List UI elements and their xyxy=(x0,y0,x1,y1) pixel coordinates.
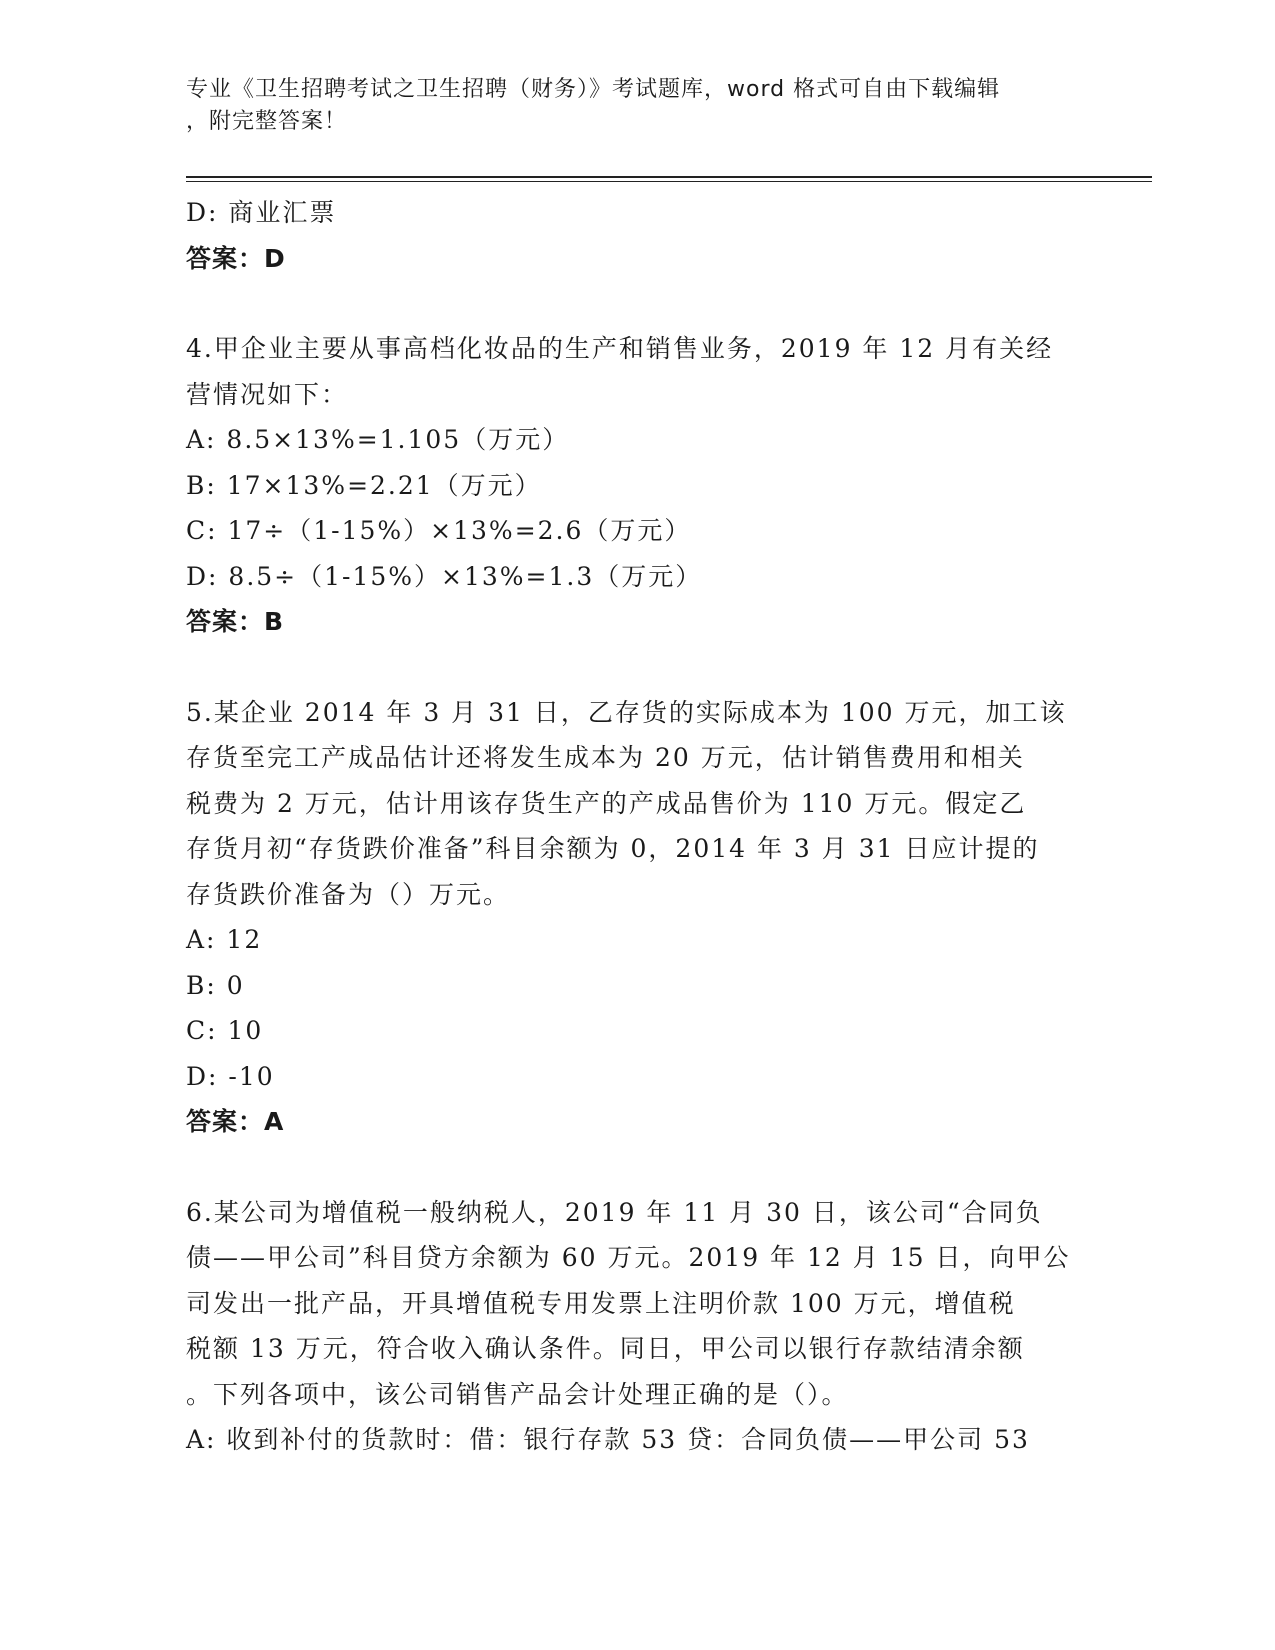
answer-line: 答案：B xyxy=(186,607,285,636)
question-stem: 营情况如下： xyxy=(186,379,349,409)
document-body xyxy=(186,190,1086,1463)
question-3-tail xyxy=(186,190,1086,281)
option-d: D: 商业汇票 xyxy=(186,198,337,227)
question-stem: 。下列各项中，该公司销售产品会计处理正确的是（）。 xyxy=(186,1379,849,1409)
answer-line: 答案：A xyxy=(186,1107,285,1136)
question-stem: 存货至完工产成品估计还将发生成本为 20 万元，估计销售费用和相关 xyxy=(186,743,1025,772)
question-5 xyxy=(186,690,1086,1145)
question-4 xyxy=(186,326,1086,645)
option-a: A: 8.5×13%=1.105（万元） xyxy=(186,425,570,454)
spacer xyxy=(186,1145,1086,1190)
answer-line: 答案：D xyxy=(186,243,286,273)
header-divider-thick xyxy=(186,176,1152,178)
option-b: B: 17×13%=2.21（万元） xyxy=(186,470,542,500)
question-stem: 5.某企业 2014 年 3 月 31 日，乙存货的实际成本为 100 万元，加工该 xyxy=(186,697,1067,727)
page-header xyxy=(186,74,1086,138)
spacer xyxy=(186,281,1086,326)
question-stem: 税费为 2 万元，估计用该存货生产的产成品售价为 110 万元。假定乙 xyxy=(186,788,1027,818)
option-b: B: 0 xyxy=(186,970,245,1000)
header-line-1: 专业《卫生招聘考试之卫生招聘（财务）》考试题库，word 格式可自由下载编辑 xyxy=(186,77,1001,102)
question-stem: 税额 13 万元，符合收入确认条件。同日，甲公司以银行存款结清余额 xyxy=(186,1334,1025,1363)
question-stem: 存货跌价准备为（）万元。 xyxy=(186,879,511,909)
question-stem: 存货月初“存货跌价准备”科目余额为 0，2014 年 3 月 31 日应计提的 xyxy=(186,834,1040,863)
question-stem: 4.甲企业主要从事高档化妆品的生产和销售业务，2019 年 12 月有关经 xyxy=(186,334,1054,363)
question-stem: 债——甲公司”科目贷方余额为 60 万元。2019 年 12 月 15 日，向甲公 xyxy=(186,1243,1071,1272)
option-d: D: -10 xyxy=(186,1061,275,1091)
option-c: C: 10 xyxy=(186,1016,264,1045)
option-a: A: 收到补付的货款时：借：银行存款 53 贷：合同负债——甲公司 53 xyxy=(186,1425,1030,1454)
header-divider-thin xyxy=(186,181,1152,182)
option-a: A: 12 xyxy=(186,925,263,954)
question-6 xyxy=(186,1190,1086,1463)
option-c: C: 17÷（1-15%）×13%=2.6（万元） xyxy=(186,516,692,545)
spacer xyxy=(186,645,1086,690)
header-line-2: ，附完整答案！ xyxy=(186,109,348,134)
question-stem: 司发出一批产品，开具增值税专用发票上注明价款 100 万元，增值税 xyxy=(186,1288,1016,1318)
question-stem: 6.某公司为增值税一般纳税人，2019 年 11 月 30 日，该公司“合同负 xyxy=(186,1197,1043,1227)
option-d: D: 8.5÷（1-15%）×13%=1.3（万元） xyxy=(186,561,703,591)
